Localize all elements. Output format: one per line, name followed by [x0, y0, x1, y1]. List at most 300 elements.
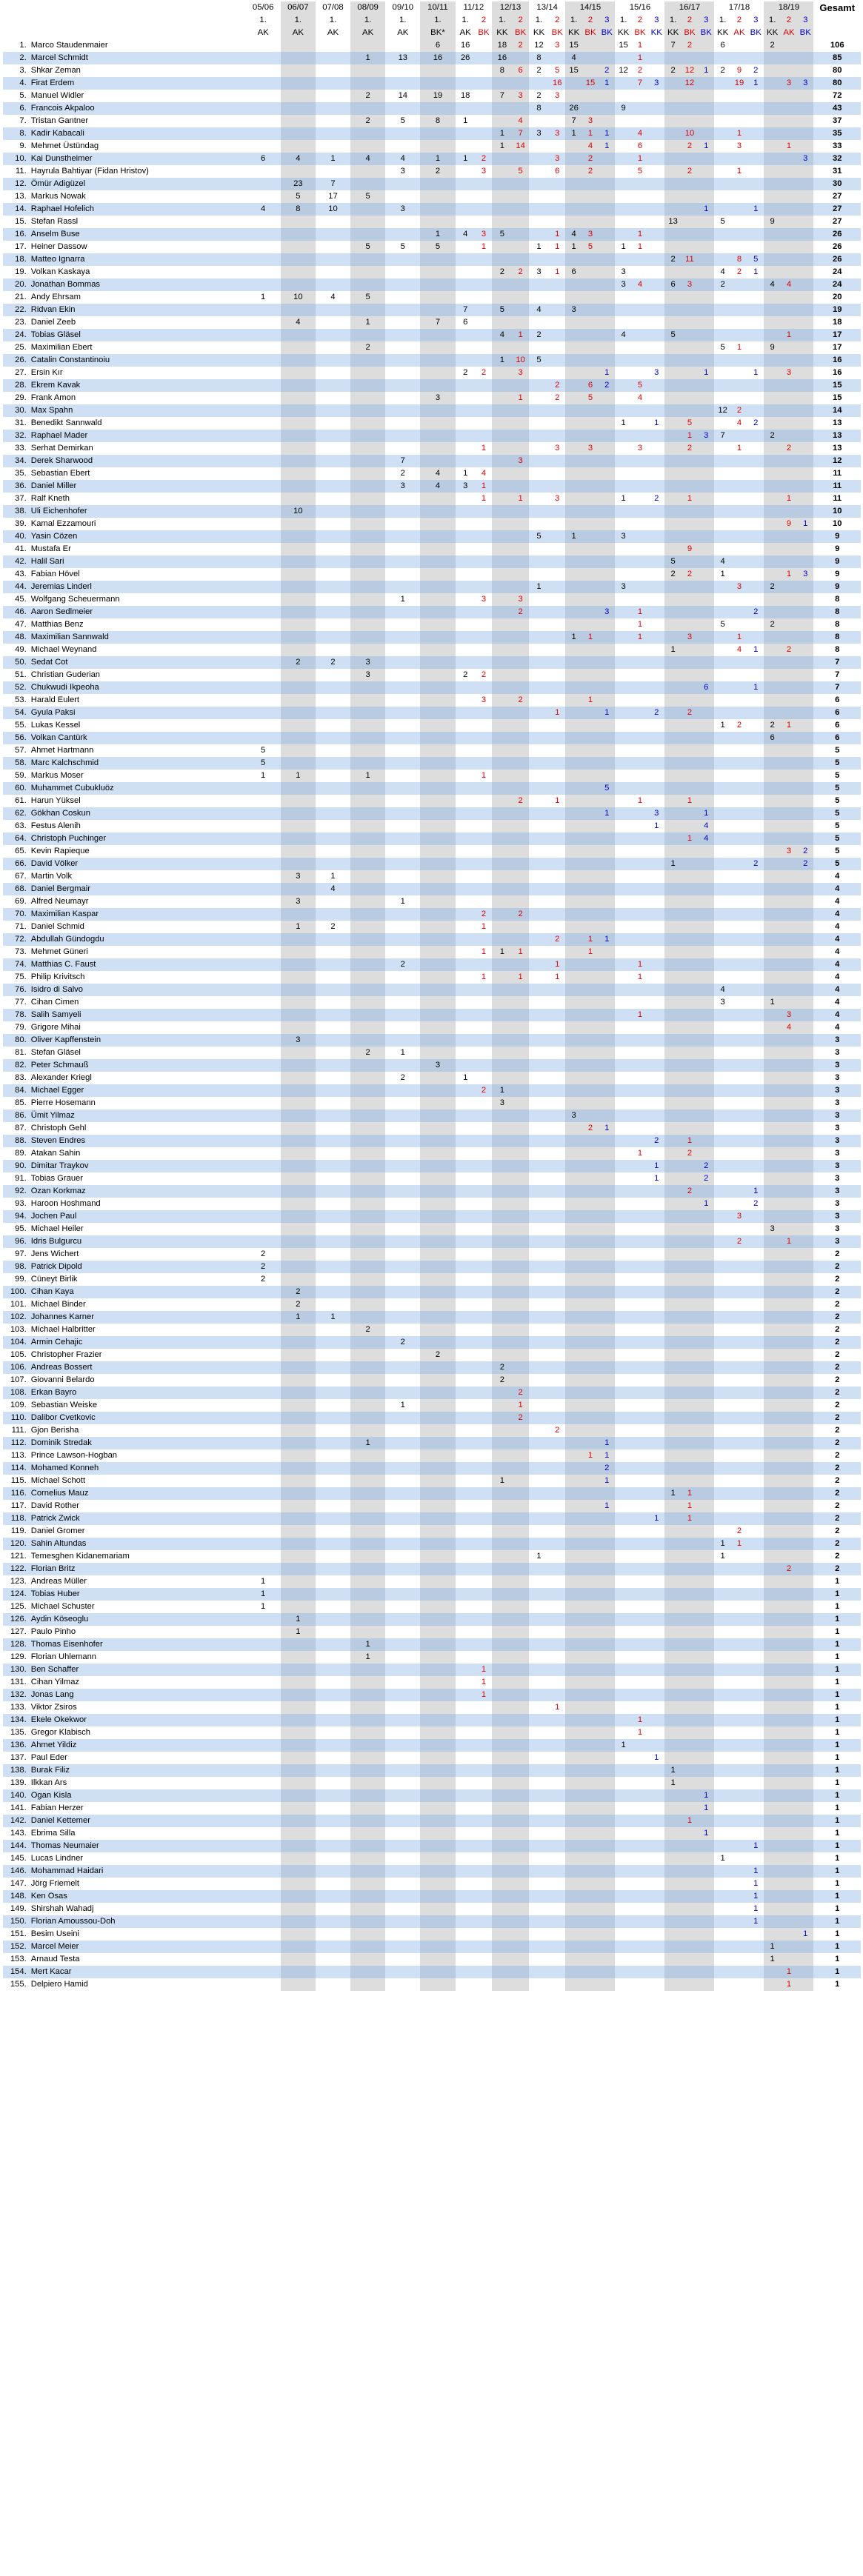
goal-cell	[582, 329, 599, 341]
goal-cell: 1	[512, 329, 528, 341]
goal-cell: 2	[481, 670, 487, 679]
goal-cell	[385, 1084, 420, 1097]
total-cell: 27	[833, 192, 842, 201]
goal-cell	[350, 1084, 385, 1097]
goal-cell	[582, 404, 599, 417]
goal-cell: 5	[529, 354, 549, 367]
goal-cell	[316, 127, 350, 140]
goal-cell	[476, 656, 492, 669]
goal-cell	[797, 417, 813, 430]
goal-cell	[582, 493, 599, 505]
goal-cell	[281, 278, 316, 291]
goal-cell	[797, 1034, 813, 1047]
goal-cell	[316, 1676, 350, 1689]
goal-cell	[385, 1059, 420, 1072]
goal-cell	[316, 341, 350, 354]
goal-cell	[599, 530, 615, 543]
table-row	[3, 1198, 861, 1210]
goal-cell	[747, 1210, 764, 1223]
goal-cell	[599, 316, 615, 329]
goal-cell	[747, 1714, 764, 1726]
goal-cell	[582, 1361, 599, 1374]
goal-cell	[747, 1802, 764, 1815]
goal-cell	[420, 1789, 455, 1802]
goal-cell	[549, 1890, 565, 1903]
rank-cell: 27.	[15, 368, 27, 377]
goal-cell	[549, 1525, 565, 1538]
goal-cell	[316, 946, 350, 958]
rank-cell: 1.	[19, 41, 27, 50]
goal-cell	[456, 795, 476, 807]
goal-cell	[648, 1726, 664, 1739]
goal-cell	[747, 1122, 764, 1135]
goal-cell	[529, 958, 549, 971]
goal-cell	[747, 1273, 764, 1286]
goal-cell	[565, 1084, 582, 1097]
goal-cell	[529, 1059, 549, 1072]
goal-cell	[664, 1953, 681, 1966]
goal-cell: 3	[481, 595, 487, 604]
goal-cell	[632, 1110, 648, 1122]
goal-cell	[747, 467, 764, 480]
goal-cell	[682, 1538, 698, 1550]
goal-cell	[599, 1777, 615, 1789]
goal-cell	[582, 1084, 599, 1097]
goal-cell	[781, 127, 797, 140]
goal-cell	[316, 1689, 350, 1701]
goal-cell	[648, 1311, 664, 1324]
goal-cell	[648, 1626, 664, 1638]
goal-cell	[682, 1047, 698, 1059]
goal-cell	[456, 1034, 476, 1047]
goal-cell	[615, 392, 631, 404]
goal-cell	[731, 278, 747, 291]
goal-cell	[420, 1324, 455, 1336]
goal-cell	[764, 921, 780, 933]
goal-cell	[698, 442, 714, 455]
table-row	[3, 921, 861, 933]
goal-cell	[549, 1286, 565, 1298]
goal-cell	[350, 165, 385, 178]
goal-cell	[764, 1512, 780, 1525]
goal-cell	[420, 266, 455, 278]
goal-cell	[316, 1739, 350, 1752]
goal-cell	[565, 770, 582, 782]
goal-cell	[492, 1525, 512, 1538]
goal-cell	[747, 1752, 764, 1764]
goal-cell	[599, 278, 615, 291]
goal-cell	[731, 908, 747, 921]
goal-cell	[599, 971, 615, 984]
goal-cell: 1	[456, 153, 476, 165]
goal-cell: 1	[400, 897, 405, 906]
goal-cell	[350, 480, 385, 493]
goal-cell	[682, 228, 698, 241]
goal-cell	[456, 618, 476, 631]
table-row	[3, 379, 861, 392]
goal-cell	[731, 895, 747, 908]
goal-cell: 2	[463, 368, 468, 377]
goal-cell	[281, 1261, 316, 1273]
goal-cell: 3	[797, 568, 813, 581]
goal-cell	[599, 354, 615, 367]
goal-cell: 1	[529, 581, 549, 593]
goal-cell	[781, 1701, 797, 1714]
table-row	[3, 1852, 861, 1865]
goal-cell	[492, 1638, 512, 1651]
goal-cell	[698, 1349, 714, 1361]
goal-cell	[797, 933, 813, 946]
rank-cell: 53.	[15, 695, 27, 704]
goal-cell	[599, 505, 615, 518]
rank-cell: 81.	[15, 1048, 27, 1057]
goal-cell	[731, 1827, 747, 1840]
goal-cell	[781, 379, 797, 392]
goal-cell	[549, 1827, 565, 1840]
goal-cell	[281, 379, 316, 392]
goal-cell	[512, 518, 528, 530]
goal-cell	[492, 1248, 512, 1261]
goal-cell	[420, 1878, 455, 1890]
goal-cell	[350, 1978, 385, 1991]
goal-cell	[797, 291, 813, 304]
goal-cell	[350, 1852, 385, 1865]
goal-cell	[316, 707, 350, 719]
player-name: Stefan Gläsel	[30, 1048, 81, 1057]
goal-cell: 1	[555, 972, 560, 981]
goal-cell: 13	[385, 52, 420, 64]
goal-cell	[648, 656, 664, 669]
goal-cell: 1	[753, 267, 759, 276]
table-row	[3, 832, 861, 845]
goal-cell	[281, 1210, 316, 1223]
goal-cell	[682, 1651, 698, 1664]
goal-cell: 2	[781, 644, 797, 656]
goal-cell: 1	[654, 418, 659, 427]
goal-cell	[512, 1047, 528, 1059]
goal-cell	[246, 1928, 281, 1941]
goal-cell	[565, 681, 582, 694]
goal-cell	[476, 782, 492, 795]
goal-cell	[492, 367, 512, 379]
goal-cell	[565, 505, 582, 518]
goal-cell	[781, 1185, 797, 1198]
goal-cell	[350, 1815, 385, 1827]
goal-cell: 2	[536, 91, 542, 100]
goal-cell	[599, 732, 615, 744]
goal-cell	[764, 984, 780, 996]
goal-cell	[781, 870, 797, 883]
goal-cell	[731, 593, 747, 606]
goal-cell: 2	[512, 1412, 528, 1424]
goal-cell	[781, 669, 797, 681]
table-row	[3, 1638, 861, 1651]
rank-cell: 48.	[3, 631, 29, 644]
goal-cell	[582, 1701, 599, 1714]
goal-cell	[549, 1198, 565, 1210]
rank-cell: 33.	[15, 444, 27, 453]
goal-cell	[385, 1487, 420, 1500]
table-row	[3, 1588, 861, 1601]
total-cell: 1	[813, 1638, 861, 1651]
goal-cell	[714, 744, 730, 757]
goal-cell: 3	[764, 1223, 780, 1235]
goal-cell	[549, 1462, 565, 1475]
goal-cell: 3	[549, 127, 565, 140]
rank-cell: 138.	[3, 1764, 29, 1777]
rank-cell: 155.	[10, 1980, 27, 1989]
goal-cell	[599, 1613, 615, 1626]
goal-cell	[714, 165, 730, 178]
goal-cell	[731, 379, 747, 392]
goal-cell	[385, 1588, 420, 1601]
goal-cell	[747, 442, 764, 455]
goal-cell: 1	[350, 316, 385, 329]
goal-cell	[797, 102, 813, 115]
goal-cell	[529, 1512, 549, 1525]
goal-cell	[648, 278, 664, 291]
table-row	[3, 1160, 861, 1172]
goal-cell	[764, 1235, 780, 1248]
goal-cell	[615, 52, 631, 64]
goal-cell	[549, 1915, 565, 1928]
goal-cell	[350, 1739, 385, 1752]
goal-cell	[632, 1437, 648, 1449]
goal-cell	[512, 870, 528, 883]
goal-cell	[664, 1701, 681, 1714]
goal-cell	[664, 795, 681, 807]
goal-cell	[599, 744, 615, 757]
goal-cell	[781, 744, 797, 757]
goal-cell: 2	[420, 1349, 455, 1361]
goal-cell	[246, 1676, 281, 1689]
goal-cell	[714, 820, 730, 832]
goal-cell	[599, 102, 615, 115]
goal-cell	[281, 644, 316, 656]
goal-cell	[731, 1865, 747, 1878]
goal-cell	[632, 895, 648, 908]
goal-cell	[648, 719, 664, 732]
goal-cell	[682, 1941, 698, 1953]
goal-cell: 2	[385, 958, 420, 971]
goal-cell	[781, 316, 797, 329]
goal-cell	[682, 1915, 698, 1928]
goal-cell	[246, 1009, 281, 1021]
goal-cell	[615, 858, 631, 870]
total-cell: 80	[813, 77, 861, 90]
goal-cell	[781, 1248, 797, 1261]
goal-cell	[316, 782, 350, 795]
goal-cell	[385, 858, 420, 870]
player-name: Ömür Adigüzel	[29, 178, 246, 190]
goal-cell	[698, 379, 714, 392]
goal-cell	[565, 178, 582, 190]
goal-cell: 1	[512, 493, 528, 505]
table-row	[3, 581, 861, 593]
goal-cell	[316, 845, 350, 858]
table-row	[3, 1248, 861, 1261]
goal-cell	[420, 1538, 455, 1550]
goal-cell	[615, 1638, 631, 1651]
goal-cell: 5	[720, 343, 725, 352]
goal-cell	[420, 505, 455, 518]
goal-cell	[456, 858, 476, 870]
goal-cell	[682, 1865, 698, 1878]
goal-cell	[476, 1789, 492, 1802]
table-row	[3, 858, 861, 870]
goal-cell: 1	[654, 1753, 659, 1762]
goal-cell	[512, 304, 528, 316]
goal-cell	[350, 1336, 385, 1349]
goal-cell	[350, 908, 385, 921]
goal-cell	[648, 832, 664, 845]
goal-cell	[764, 795, 780, 807]
goal-cell	[632, 518, 648, 530]
goal-cell	[781, 1903, 797, 1915]
goal-cell	[529, 744, 549, 757]
goal-cell	[797, 1550, 813, 1563]
goal-cell	[420, 1512, 455, 1525]
goal-cell	[420, 1248, 455, 1261]
goal-cell	[316, 392, 350, 404]
goal-cell: 1	[350, 1437, 385, 1449]
goal-cell: 3	[781, 77, 797, 90]
goal-cell	[599, 883, 615, 895]
goal-cell	[281, 1110, 316, 1122]
goal-cell	[615, 543, 631, 555]
player-name: Benedikt Sannwald	[30, 418, 102, 427]
goal-cell	[529, 165, 549, 178]
goal-cell	[492, 1613, 512, 1626]
rank-cell: 17.	[15, 242, 27, 251]
player-name: Thomas Neumaier	[29, 1840, 246, 1852]
league-header: BK	[512, 27, 528, 39]
league-header: BK	[797, 27, 813, 39]
goal-cell	[582, 417, 599, 430]
goal-cell: 3	[731, 581, 747, 593]
goal-cell: 1	[664, 1764, 681, 1777]
goal-cell	[582, 1235, 599, 1248]
goal-cell	[664, 1941, 681, 1953]
goal-cell	[246, 1349, 281, 1361]
goal-cell	[385, 606, 420, 618]
goal-cell	[664, 1437, 681, 1449]
goal-cell	[648, 782, 664, 795]
goal-cell	[714, 505, 730, 518]
goal-cell	[549, 732, 565, 744]
goal-cell: 2	[736, 721, 742, 730]
goal-cell	[747, 757, 764, 770]
goal-cell	[529, 1852, 549, 1865]
total-cell: 3	[835, 1124, 840, 1132]
total-cell: 1	[835, 1904, 840, 1913]
goal-cell	[492, 707, 512, 719]
table-row	[3, 782, 861, 795]
goal-cell	[797, 1563, 813, 1575]
goal-cell	[764, 203, 780, 216]
player-name: Ralf Kneth	[30, 494, 70, 503]
rank-cell: 151.	[10, 1929, 27, 1938]
goal-cell	[747, 1512, 764, 1525]
goal-cell	[698, 52, 714, 64]
goal-cell	[698, 770, 714, 782]
goal-cell	[476, 329, 492, 341]
goal-cell	[781, 1298, 797, 1311]
goal-cell	[316, 1412, 350, 1424]
goal-cell	[764, 757, 780, 770]
goal-cell	[565, 165, 582, 178]
goal-cell	[529, 1298, 549, 1311]
rank-cell: 58.	[3, 757, 29, 770]
goal-cell	[549, 216, 565, 228]
goal-cell	[764, 52, 780, 64]
goal-cell	[764, 669, 780, 681]
total-cell: 26	[813, 253, 861, 266]
goal-cell	[781, 1437, 797, 1449]
goal-cell	[492, 631, 512, 644]
goal-cell	[316, 1072, 350, 1084]
goal-cell	[350, 1701, 385, 1714]
goal-cell	[599, 1210, 615, 1223]
goal-cell	[316, 1966, 350, 1978]
goal-cell: 2	[764, 618, 780, 631]
goal-cell	[529, 1878, 549, 1890]
goal-cell	[714, 1399, 730, 1412]
goal-cell	[456, 1903, 476, 1915]
goal-cell	[714, 467, 730, 480]
goal-cell	[781, 1311, 797, 1324]
goal-cell: 7	[632, 77, 648, 90]
goal-cell	[714, 1764, 730, 1777]
goal-cell	[456, 1387, 476, 1399]
goal-cell	[549, 178, 565, 190]
goal-cell	[698, 933, 714, 946]
goal-cell	[246, 228, 281, 241]
goal-cell	[797, 1248, 813, 1261]
rank-cell: 78.	[3, 1009, 29, 1021]
goal-cell: 5	[350, 241, 385, 253]
player-name: Burak Filiz	[29, 1764, 246, 1777]
goal-cell	[714, 1890, 730, 1903]
goal-cell	[648, 1235, 664, 1248]
goal-cell	[747, 1789, 764, 1802]
goal-cell	[797, 1701, 813, 1714]
goal-cell	[797, 1172, 813, 1185]
rank-cell: 8.	[3, 127, 29, 140]
goal-cell	[698, 1424, 714, 1437]
goal-cell	[664, 1752, 681, 1764]
goal-cell	[512, 719, 528, 732]
goal-cell	[492, 1349, 512, 1361]
goal-cell	[476, 1966, 492, 1978]
rank-cell: 62.	[3, 807, 29, 820]
goal-cell	[476, 1110, 492, 1122]
goal-cell	[565, 1185, 582, 1198]
goal-cell	[664, 1890, 681, 1903]
total-cell: 2	[835, 1275, 840, 1284]
goal-cell	[632, 1185, 648, 1198]
goal-cell	[529, 367, 549, 379]
goal-cell	[714, 1563, 730, 1575]
goal-cell	[797, 1374, 813, 1387]
goal-cell	[599, 1890, 615, 1903]
table-row	[3, 90, 861, 102]
goal-cell	[582, 291, 599, 304]
goal-cell	[698, 1387, 714, 1399]
goal-cell	[456, 190, 476, 203]
goal-cell	[385, 1235, 420, 1248]
goal-cell	[648, 1815, 664, 1827]
